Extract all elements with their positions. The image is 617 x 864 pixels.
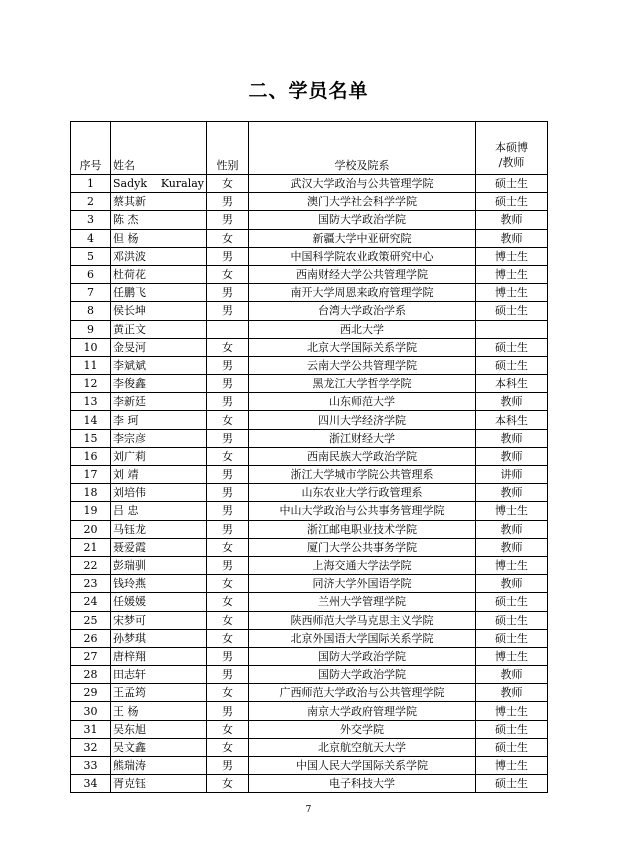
table-row bbox=[71, 720, 548, 738]
table-row bbox=[71, 647, 548, 665]
row-index: 2 bbox=[71, 193, 111, 211]
row-name: 田志轩 bbox=[111, 666, 207, 684]
row-gender: 男 bbox=[207, 484, 249, 502]
row-index: 34 bbox=[71, 775, 111, 793]
page-number: 7 bbox=[305, 805, 312, 815]
row-gender: 女 bbox=[207, 575, 249, 593]
table-row bbox=[71, 629, 548, 647]
table-row bbox=[71, 538, 548, 556]
row-index: 28 bbox=[71, 666, 111, 684]
row-level: 讲师 bbox=[476, 466, 548, 484]
row-index: 5 bbox=[71, 247, 111, 265]
row-gender: 女 bbox=[207, 338, 249, 356]
row-gender: 男 bbox=[207, 429, 249, 447]
header-school: 学校及院系 bbox=[249, 122, 476, 175]
row-gender: 男 bbox=[207, 393, 249, 411]
roster-body bbox=[71, 122, 548, 793]
row-gender: 女 bbox=[207, 775, 249, 793]
table-row bbox=[71, 593, 548, 611]
table-row bbox=[71, 575, 548, 593]
row-name: Sadyk Kuralay bbox=[111, 175, 207, 193]
row-level: 硕士生 bbox=[476, 193, 548, 211]
row-name: 熊瑞涛 bbox=[111, 757, 207, 775]
row-name: 王 杨 bbox=[111, 702, 207, 720]
row-index: 29 bbox=[71, 684, 111, 702]
row-level: 教师 bbox=[476, 484, 548, 502]
row-level: 硕士生 bbox=[476, 175, 548, 193]
row-school: 陕西师范大学马克思主义学院 bbox=[249, 611, 476, 629]
row-index: 18 bbox=[71, 484, 111, 502]
row-level: 博士生 bbox=[476, 702, 548, 720]
row-level: 博士生 bbox=[476, 757, 548, 775]
row-gender: 男 bbox=[207, 284, 249, 302]
table-row bbox=[71, 247, 548, 265]
row-school: 外交学院 bbox=[249, 720, 476, 738]
row-name: 吕 忠 bbox=[111, 502, 207, 520]
row-index: 13 bbox=[71, 393, 111, 411]
row-level: 硕士生 bbox=[476, 302, 548, 320]
row-level: 教师 bbox=[476, 666, 548, 684]
row-gender: 男 bbox=[207, 556, 249, 574]
table-row bbox=[71, 193, 548, 211]
row-name: 蔡其新 bbox=[111, 193, 207, 211]
row-index: 6 bbox=[71, 265, 111, 283]
row-name: 钱玲燕 bbox=[111, 575, 207, 593]
row-school: 中国人民大学国际关系学院 bbox=[249, 757, 476, 775]
table-row bbox=[71, 502, 548, 520]
row-school: 西南民族大学政治学院 bbox=[249, 447, 476, 465]
row-index: 15 bbox=[71, 429, 111, 447]
table-row bbox=[71, 520, 548, 538]
row-index: 16 bbox=[71, 447, 111, 465]
row-level: 教师 bbox=[476, 211, 548, 229]
row-name: 宋梦可 bbox=[111, 611, 207, 629]
row-school: 澳门大学社会科学学院 bbox=[249, 193, 476, 211]
row-name: 唐梓翔 bbox=[111, 647, 207, 665]
row-level: 本科生 bbox=[476, 411, 548, 429]
table-row bbox=[71, 265, 548, 283]
row-index: 30 bbox=[71, 702, 111, 720]
table-header-row bbox=[71, 122, 548, 175]
row-school: 北京大学国际关系学院 bbox=[249, 338, 476, 356]
row-name: 刘培伟 bbox=[111, 484, 207, 502]
row-gender: 男 bbox=[207, 247, 249, 265]
row-level: 博士生 bbox=[476, 284, 548, 302]
row-index: 25 bbox=[71, 611, 111, 629]
row-school: 北京航空航天大学 bbox=[249, 738, 476, 756]
row-level: 硕士生 bbox=[476, 775, 548, 793]
row-school: 西北大学 bbox=[249, 320, 476, 338]
row-index: 22 bbox=[71, 556, 111, 574]
row-gender: 男 bbox=[207, 647, 249, 665]
row-name: 杜荷花 bbox=[111, 265, 207, 283]
row-school: 中国科学院农业政策研究中心 bbox=[249, 247, 476, 265]
row-index: 32 bbox=[71, 738, 111, 756]
header-level-line1: 本硕博 bbox=[495, 141, 528, 155]
row-name: 胥克钰 bbox=[111, 775, 207, 793]
header-name: 姓名 bbox=[111, 122, 207, 175]
row-school: 山东农业大学行政管理系 bbox=[249, 484, 476, 502]
row-index: 17 bbox=[71, 466, 111, 484]
row-gender: 男 bbox=[207, 302, 249, 320]
row-name: 黄正文 bbox=[111, 320, 207, 338]
table-row bbox=[71, 447, 548, 465]
row-index: 4 bbox=[71, 229, 111, 247]
row-name: 王孟筠 bbox=[111, 684, 207, 702]
row-level: 本科生 bbox=[476, 375, 548, 393]
row-gender: 女 bbox=[207, 411, 249, 429]
row-school: 浙江大学城市学院公共管理系 bbox=[249, 466, 476, 484]
row-school: 上海交通大学法学院 bbox=[249, 556, 476, 574]
row-gender: 男 bbox=[207, 356, 249, 374]
row-name: 刘广莉 bbox=[111, 447, 207, 465]
row-school: 国防大学政治学院 bbox=[249, 666, 476, 684]
table-row bbox=[71, 484, 548, 502]
table-row bbox=[71, 702, 548, 720]
page-title: 二、学员名单 bbox=[248, 80, 369, 102]
table-row bbox=[71, 466, 548, 484]
row-name: 聂爱霞 bbox=[111, 538, 207, 556]
row-name: 邓洪波 bbox=[111, 247, 207, 265]
row-level: 教师 bbox=[476, 393, 548, 411]
table-row bbox=[71, 211, 548, 229]
row-name: 陈 杰 bbox=[111, 211, 207, 229]
row-gender: 男 bbox=[207, 666, 249, 684]
header-index: 序号 bbox=[71, 122, 111, 175]
row-name: 刘 靖 bbox=[111, 466, 207, 484]
row-school: 同济大学外国语学院 bbox=[249, 575, 476, 593]
row-gender: 男 bbox=[207, 211, 249, 229]
table-row bbox=[71, 229, 548, 247]
row-index: 24 bbox=[71, 593, 111, 611]
row-name: 吴东旭 bbox=[111, 720, 207, 738]
table-row bbox=[71, 738, 548, 756]
row-name: 但 杨 bbox=[111, 229, 207, 247]
row-name: 侯长坤 bbox=[111, 302, 207, 320]
row-level: 硕士生 bbox=[476, 593, 548, 611]
table-row bbox=[71, 393, 548, 411]
row-school: 广西师范大学政治与公共管理学院 bbox=[249, 684, 476, 702]
table-row bbox=[71, 684, 548, 702]
row-name: 李斌斌 bbox=[111, 356, 207, 374]
row-index: 11 bbox=[71, 356, 111, 374]
row-level: 教师 bbox=[476, 429, 548, 447]
row-school: 北京外国语大学国际关系学院 bbox=[249, 629, 476, 647]
row-gender: 女 bbox=[207, 684, 249, 702]
row-school: 武汉大学政治与公共管理学院 bbox=[249, 175, 476, 193]
row-school: 浙江邮电职业技术学院 bbox=[249, 520, 476, 538]
row-name: 孙梦琪 bbox=[111, 629, 207, 647]
row-level: 博士生 bbox=[476, 556, 548, 574]
row-name: 任鹏飞 bbox=[111, 284, 207, 302]
table-row bbox=[71, 175, 548, 193]
table-row bbox=[71, 375, 548, 393]
row-level: 硕士生 bbox=[476, 629, 548, 647]
row-level: 硕士生 bbox=[476, 720, 548, 738]
header-gender: 性别 bbox=[207, 122, 249, 175]
row-gender: 女 bbox=[207, 611, 249, 629]
row-index: 7 bbox=[71, 284, 111, 302]
row-school: 台湾大学政治学系 bbox=[249, 302, 476, 320]
row-index: 31 bbox=[71, 720, 111, 738]
row-gender: 女 bbox=[207, 593, 249, 611]
row-gender: 男 bbox=[207, 466, 249, 484]
row-name: 李俊鑫 bbox=[111, 375, 207, 393]
row-name: 李宗彦 bbox=[111, 429, 207, 447]
row-school: 南京大学政府管理学院 bbox=[249, 702, 476, 720]
table-row bbox=[71, 666, 548, 684]
row-index: 20 bbox=[71, 520, 111, 538]
row-level: 教师 bbox=[476, 575, 548, 593]
row-level: 教师 bbox=[476, 520, 548, 538]
row-school: 黑龙江大学哲学学院 bbox=[249, 375, 476, 393]
table-row bbox=[71, 302, 548, 320]
table-row bbox=[71, 356, 548, 374]
row-gender: 男 bbox=[207, 702, 249, 720]
row-school: 电子科技大学 bbox=[249, 775, 476, 793]
row-gender: 男 bbox=[207, 193, 249, 211]
row-level: 硕士生 bbox=[476, 611, 548, 629]
row-level: 教师 bbox=[476, 229, 548, 247]
row-gender: 女 bbox=[207, 265, 249, 283]
row-school: 新疆大学中亚研究院 bbox=[249, 229, 476, 247]
row-gender: 女 bbox=[207, 229, 249, 247]
row-name: 金旻河 bbox=[111, 338, 207, 356]
row-gender: 男 bbox=[207, 520, 249, 538]
row-gender bbox=[207, 320, 249, 338]
row-index: 26 bbox=[71, 629, 111, 647]
row-gender: 女 bbox=[207, 720, 249, 738]
row-name: 彭瑞驯 bbox=[111, 556, 207, 574]
row-school: 中山大学政治与公共事务管理学院 bbox=[249, 502, 476, 520]
row-index: 3 bbox=[71, 211, 111, 229]
row-index: 27 bbox=[71, 647, 111, 665]
row-level bbox=[476, 320, 548, 338]
row-index: 12 bbox=[71, 375, 111, 393]
table-row bbox=[71, 338, 548, 356]
row-level: 教师 bbox=[476, 684, 548, 702]
header-level bbox=[476, 122, 548, 175]
row-gender: 女 bbox=[207, 538, 249, 556]
header-level-line2: /教师 bbox=[498, 156, 525, 170]
row-school: 国防大学政治学院 bbox=[249, 211, 476, 229]
row-school: 厦门大学公共事务学院 bbox=[249, 538, 476, 556]
row-level: 博士生 bbox=[476, 647, 548, 665]
row-gender: 女 bbox=[207, 629, 249, 647]
table-row bbox=[71, 556, 548, 574]
row-gender: 女 bbox=[207, 447, 249, 465]
row-level: 硕士生 bbox=[476, 338, 548, 356]
row-name: 吴文鑫 bbox=[111, 738, 207, 756]
row-level: 教师 bbox=[476, 538, 548, 556]
row-name: 马钰龙 bbox=[111, 520, 207, 538]
row-level: 博士生 bbox=[476, 265, 548, 283]
row-index: 23 bbox=[71, 575, 111, 593]
row-gender: 女 bbox=[207, 175, 249, 193]
row-index: 10 bbox=[71, 338, 111, 356]
row-school: 浙江财经大学 bbox=[249, 429, 476, 447]
row-name: 李新廷 bbox=[111, 393, 207, 411]
table-row bbox=[71, 411, 548, 429]
row-school: 南开大学周恩来政府管理学院 bbox=[249, 284, 476, 302]
table-row bbox=[71, 429, 548, 447]
row-name: 李 珂 bbox=[111, 411, 207, 429]
table-row bbox=[71, 757, 548, 775]
row-school: 云南大学公共管理学院 bbox=[249, 356, 476, 374]
row-index: 1 bbox=[71, 175, 111, 193]
table-row bbox=[71, 775, 548, 793]
row-index: 33 bbox=[71, 757, 111, 775]
row-index: 9 bbox=[71, 320, 111, 338]
row-level: 博士生 bbox=[476, 502, 548, 520]
row-index: 14 bbox=[71, 411, 111, 429]
row-index: 8 bbox=[71, 302, 111, 320]
table-row bbox=[71, 611, 548, 629]
row-index: 19 bbox=[71, 502, 111, 520]
row-school: 国防大学政治学院 bbox=[249, 647, 476, 665]
row-name: 任媛媛 bbox=[111, 593, 207, 611]
row-level: 硕士生 bbox=[476, 738, 548, 756]
row-school: 四川大学经济学院 bbox=[249, 411, 476, 429]
row-level: 硕士生 bbox=[476, 356, 548, 374]
table-row bbox=[71, 320, 548, 338]
row-gender: 男 bbox=[207, 502, 249, 520]
row-level: 教师 bbox=[476, 447, 548, 465]
row-school: 西南财经大学公共管理学院 bbox=[249, 265, 476, 283]
table-row bbox=[71, 284, 548, 302]
row-gender: 男 bbox=[207, 757, 249, 775]
row-school: 山东师范大学 bbox=[249, 393, 476, 411]
row-level: 博士生 bbox=[476, 247, 548, 265]
row-index: 21 bbox=[71, 538, 111, 556]
row-gender: 女 bbox=[207, 738, 249, 756]
row-gender: 男 bbox=[207, 375, 249, 393]
student-roster-table bbox=[70, 121, 548, 793]
row-school: 兰州大学管理学院 bbox=[249, 593, 476, 611]
